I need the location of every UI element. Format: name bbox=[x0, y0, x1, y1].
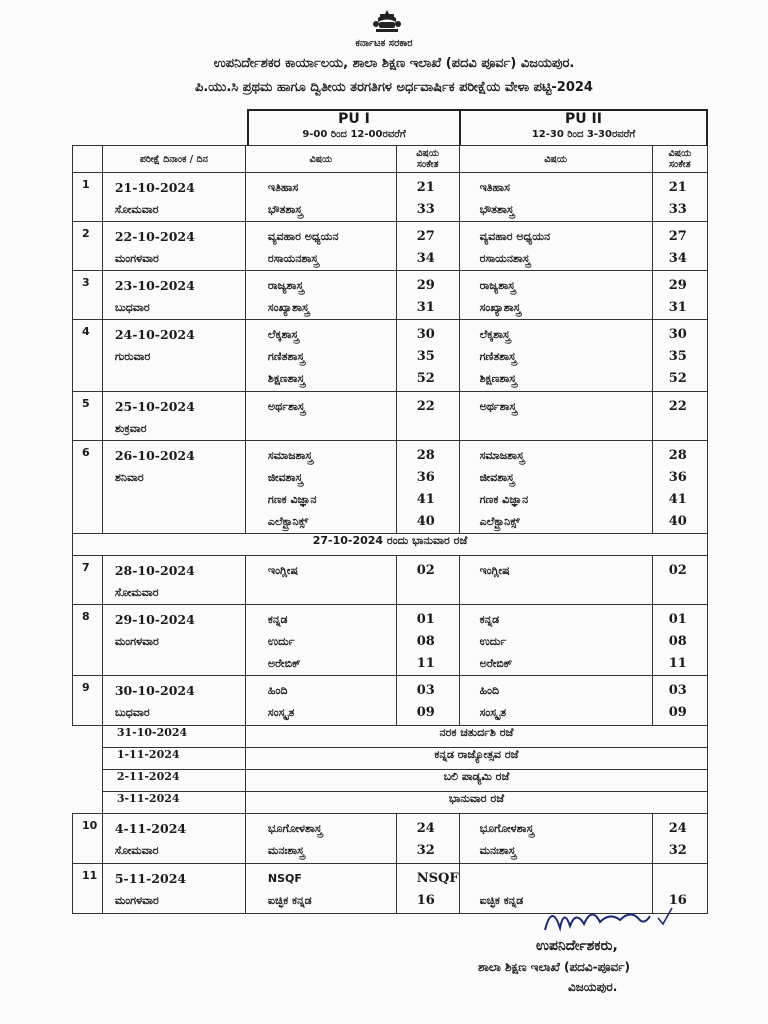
pu1-subject: ಹಿಂದಿ bbox=[267, 684, 288, 697]
signatory-department: ಶಾಲಾ ಶಿಕ್ಷಣ ಇಲಾಖೆ (ಪದವಿ-ಪೂರ್ವ) bbox=[478, 960, 630, 974]
col-pu1-code bbox=[396, 146, 459, 173]
pu2-subject: ಭೌತಶಾಸ್ತ್ರ bbox=[479, 203, 515, 216]
row-number: 2 bbox=[73, 222, 103, 271]
holiday-date: 3-11-2024 bbox=[102, 792, 245, 814]
pu2-subject bbox=[480, 868, 652, 890]
pu2-subject-cell bbox=[459, 173, 652, 222]
pu1-code: 01 bbox=[416, 612, 435, 627]
pu1-subject: ಗಣಕ ವಿಜ್ಞಾನ bbox=[267, 493, 317, 506]
holiday-blank-cell bbox=[73, 770, 103, 792]
pu2-code-cell bbox=[652, 814, 707, 864]
holiday-text: 27-10-2024 ರಂದು ಭಾನುವಾರ ರಜೆ bbox=[73, 534, 708, 556]
exam-day: ಮಂಗಳವಾರ bbox=[114, 635, 159, 648]
exam-date-cell bbox=[102, 271, 245, 320]
pu2-code: 08 bbox=[668, 634, 687, 649]
pu1-subject: ಶಿಕ್ಷಣಶಾಸ್ತ್ರ bbox=[267, 372, 305, 385]
pu1-code: NSQF bbox=[416, 871, 459, 886]
exam-day: ಬುಧವಾರ bbox=[114, 301, 150, 314]
pu1-subject: ಅರೇಬಿಕ್ bbox=[267, 657, 301, 670]
pu1-subject-cell bbox=[245, 271, 396, 320]
exam-row bbox=[73, 392, 708, 441]
exam-row bbox=[73, 271, 708, 320]
exam-date-cell bbox=[102, 676, 245, 726]
office-name: ಉಪನಿರ್ದೇಶಕರ ಕಾರ್ಯಾಲಯ, ಶಾಲಾ ಶಿಕ್ಷಣ ಇಲಾಖೆ (ಪದವಿ ಪೂರ್ವ) ವಿಜಯಪುರ. bbox=[213, 56, 575, 71]
exam-day: ಶನಿವಾರ bbox=[114, 471, 144, 484]
pu1-code: 36 bbox=[416, 470, 435, 485]
pu2-subject: ಎಲೆಕ್ಟ್ರಾನಿಕ್ಸ್ bbox=[479, 515, 520, 528]
pu1-subject-cell bbox=[245, 605, 396, 676]
exam-date: 30-10-2024 bbox=[114, 683, 195, 698]
pu1-subject: ಭೌತಶಾಸ್ತ್ರ bbox=[267, 203, 303, 216]
holiday-row bbox=[73, 726, 708, 748]
pu2-code-cell bbox=[652, 392, 707, 441]
exam-date: 23-10-2024 bbox=[114, 278, 195, 293]
pu1-code: 32 bbox=[416, 843, 435, 858]
exam-date: 25-10-2024 bbox=[114, 399, 195, 414]
col-pu1-subject: ವಿಷಯ bbox=[245, 146, 396, 173]
holiday-name: ನರಕ ಚತುರ್ದಶಿ ರಜೆ bbox=[245, 726, 707, 748]
pu1-subject: NSQF bbox=[267, 872, 302, 885]
pu1-code-cell bbox=[396, 173, 459, 222]
pu1-subject-cell bbox=[245, 320, 396, 392]
pu2-code: 24 bbox=[668, 821, 687, 836]
signatory-title: ಉಪನಿರ್ದೇಶಕರು, bbox=[536, 938, 618, 954]
pu2-code: 32 bbox=[668, 843, 687, 858]
holiday-date: 31-10-2024 bbox=[102, 726, 245, 748]
pu1-subject: ಕನ್ನಡ bbox=[267, 613, 288, 626]
pu1-subject-cell bbox=[245, 392, 396, 441]
pu1-code: 22 bbox=[416, 399, 435, 414]
pu2-code: 40 bbox=[668, 514, 687, 529]
exam-date-cell bbox=[102, 814, 245, 864]
pu2-subject: ಲೆಕ್ಕಶಾಸ್ತ್ರ bbox=[479, 328, 511, 341]
exam-day: ಮಂಗಳವಾರ bbox=[114, 894, 159, 907]
pu1-code-cell bbox=[396, 320, 459, 392]
pu2-code: 33 bbox=[668, 202, 687, 217]
government-emblem-icon bbox=[370, 8, 404, 36]
pu2-subject-cell bbox=[459, 271, 652, 320]
pu1-code: 52 bbox=[416, 371, 435, 386]
exam-row bbox=[73, 814, 708, 864]
pu1-code: 34 bbox=[416, 251, 435, 266]
pu1-subject-cell bbox=[245, 814, 396, 864]
pu2-code-cell bbox=[652, 605, 707, 676]
exam-date: 28-10-2024 bbox=[114, 563, 195, 578]
pu2-code: 02 bbox=[668, 563, 687, 578]
pu1-subject: ಸಮಾಜಶಾಸ್ತ್ರ bbox=[267, 449, 313, 462]
pu2-subject: ಉರ್ದು bbox=[479, 635, 507, 648]
pu2-code-cell bbox=[652, 556, 707, 605]
exam-date-cell bbox=[102, 392, 245, 441]
col-date: ಪರೀಕ್ಷೆ ದಿನಾಂಕ / ದಿನ bbox=[102, 146, 245, 173]
pu1-header bbox=[247, 109, 461, 145]
pu1-subject-cell bbox=[245, 173, 396, 222]
pu2-code: 41 bbox=[668, 492, 687, 507]
pu1-code: 27 bbox=[416, 229, 435, 244]
pu2-code: 36 bbox=[668, 470, 687, 485]
pu2-code: 22 bbox=[668, 399, 687, 414]
pu1-code-cell bbox=[396, 441, 459, 534]
exam-date-cell bbox=[102, 605, 245, 676]
pu2-code-cell bbox=[652, 271, 707, 320]
pu2-subject: ಗಣಕ ವಿಜ್ಞಾನ bbox=[479, 493, 529, 506]
row-number: 8 bbox=[73, 605, 103, 676]
pu1-code: 28 bbox=[416, 448, 435, 463]
pu2-code: 52 bbox=[668, 371, 687, 386]
pu2-subject-cell bbox=[459, 605, 652, 676]
exam-row bbox=[73, 320, 708, 392]
government-label: ಕರ್ನಾಟಕ ಸರಕಾರ bbox=[355, 38, 413, 49]
code-label-2: ಸಂಕೇತ bbox=[416, 159, 439, 170]
row-number: 9 bbox=[73, 676, 103, 726]
code-label-1: ವಿಷಯ bbox=[668, 148, 692, 159]
pu1-subject: ಇತಿಹಾಸ bbox=[267, 181, 299, 194]
signature-icon bbox=[540, 898, 690, 938]
pu1-code-cell bbox=[396, 556, 459, 605]
pu1-subject: ಇಂಗ್ಲೀಷ bbox=[267, 564, 298, 577]
exam-day: ಮಂಗಳವಾರ bbox=[114, 252, 159, 265]
pu1-subject: ಐಚ್ಛಿಕ ಕನ್ನಡ bbox=[267, 894, 312, 907]
pu2-subject: ಇಂಗ್ಲೀಷ bbox=[479, 564, 510, 577]
exam-row bbox=[73, 222, 708, 271]
pu2-subject-cell bbox=[459, 556, 652, 605]
pu1-code: 08 bbox=[416, 634, 435, 649]
exam-day: ಬುಧವಾರ bbox=[114, 706, 150, 719]
pu2-code: 34 bbox=[668, 251, 687, 266]
row-number: 3 bbox=[73, 271, 103, 320]
row-number: 4 bbox=[73, 320, 103, 392]
pu2-code-cell bbox=[652, 441, 707, 534]
pu1-code: 24 bbox=[416, 821, 435, 836]
pu2-subject: ಗಣಿತಶಾಸ್ತ್ರ bbox=[479, 350, 517, 363]
pu1-subject: ಲೆಕ್ಕಶಾಸ್ತ್ರ bbox=[267, 328, 299, 341]
pu1-subject: ಜೀವಶಾಸ್ತ್ರ bbox=[267, 471, 303, 484]
pu1-subject: ಸಂಸ್ಕೃತ bbox=[267, 706, 295, 719]
pu2-code: 30 bbox=[668, 327, 687, 342]
pu2-code-cell bbox=[652, 222, 707, 271]
pu1-subject-cell bbox=[245, 556, 396, 605]
exam-date-cell bbox=[102, 320, 245, 392]
pu1-subject: ಗಣಿತಶಾಸ್ತ್ರ bbox=[267, 350, 305, 363]
pu1-code: 31 bbox=[416, 300, 435, 315]
pu2-code: 27 bbox=[668, 229, 687, 244]
pu2-subject-cell bbox=[459, 676, 652, 726]
holiday-name: ಕನ್ನಡ ರಾಜ್ಯೋತ್ಸವ ರಜೆ bbox=[245, 748, 707, 770]
pu2-code bbox=[669, 868, 707, 890]
exam-date: 24-10-2024 bbox=[114, 327, 195, 342]
exam-date: 21-10-2024 bbox=[114, 180, 195, 195]
col-number bbox=[73, 146, 103, 173]
pu1-code-cell bbox=[396, 222, 459, 271]
pu2-subject: ಅರ್ಥಶಾಸ್ತ್ರ bbox=[479, 400, 517, 413]
pu1-code: 21 bbox=[416, 180, 435, 195]
signatory-place: ವಿಜಯಪುರ. bbox=[568, 980, 618, 994]
pu2-code: 28 bbox=[668, 448, 687, 463]
exam-day: ಸೋಮವಾರ bbox=[114, 844, 159, 857]
pu2-subject: ಐಚ್ಛಿಕ ಕನ್ನಡ bbox=[479, 894, 524, 907]
pu1-subject: ರಸಾಯನಶಾಸ್ತ್ರ bbox=[267, 252, 319, 265]
exam-date-cell bbox=[102, 441, 245, 534]
pu1-code: 02 bbox=[416, 563, 435, 578]
exam-row bbox=[73, 605, 708, 676]
pu2-code-cell bbox=[652, 173, 707, 222]
pu2-subject: ವ್ಯವಹಾರ ಅಧ್ಯಯನ bbox=[479, 230, 551, 243]
pu2-code: 03 bbox=[668, 683, 687, 698]
exam-row bbox=[73, 676, 708, 726]
exam-row bbox=[73, 441, 708, 534]
pu1-code-cell bbox=[396, 392, 459, 441]
pu1-subject: ರಾಜ್ಯಶಾಸ್ತ್ರ bbox=[267, 279, 304, 292]
pu2-code-cell bbox=[652, 676, 707, 726]
holiday-row bbox=[73, 748, 708, 770]
pu2-subject: ಸಂಸ್ಕೃತ bbox=[479, 706, 507, 719]
pu2-time: 12-30 ರಿಂದ 3-30ರವರೆಗೆ bbox=[531, 129, 636, 140]
pu1-code: 33 bbox=[416, 202, 435, 217]
pu2-code: 01 bbox=[668, 612, 687, 627]
exam-timetable bbox=[72, 145, 708, 914]
page-title: ಪಿ.ಯು.ಸಿ ಪ್ರಥಮ ಹಾಗೂ ದ್ವಿತೀಯ ತರಗತಿಗಳ ಅರ್ಧವಾರ್ಷಿಕ ಪರೀಕ್ಷೆಯ ವೇಳಾ ಪಟ್ಟಿ-2024 bbox=[195, 80, 593, 95]
pu2-subject: ರಸಾಯನಶಾಸ್ತ್ರ bbox=[479, 252, 531, 265]
row-number: 10 bbox=[73, 814, 103, 864]
pu1-code: 30 bbox=[416, 327, 435, 342]
pu2-code: 35 bbox=[668, 349, 687, 364]
row-number: 5 bbox=[73, 392, 103, 441]
pu1-code: 41 bbox=[416, 492, 435, 507]
holiday-date: 2-11-2024 bbox=[102, 770, 245, 792]
pu1-label: PU I bbox=[338, 111, 370, 127]
exam-date-cell bbox=[102, 864, 245, 914]
pu1-subject: ಭೂಗೋಳಶಾಸ್ತ್ರ bbox=[267, 822, 323, 835]
pu2-subject-cell bbox=[459, 320, 652, 392]
pu1-subject-cell bbox=[245, 441, 396, 534]
holiday-row bbox=[73, 770, 708, 792]
pu2-subject: ಸಮಾಜಶಾಸ್ತ್ರ bbox=[479, 449, 525, 462]
pu1-code: 35 bbox=[416, 349, 435, 364]
exam-date-cell bbox=[102, 173, 245, 222]
pu1-subject: ವ್ಯವಹಾರ ಅಧ್ಯಯನ bbox=[267, 230, 339, 243]
pu1-subject: ಮನಃಶಾಸ್ತ್ರ bbox=[267, 844, 305, 857]
exam-row bbox=[73, 556, 708, 605]
pu2-code: 21 bbox=[668, 180, 687, 195]
holiday-blank-cell bbox=[73, 748, 103, 770]
exam-day: ಶುಕ್ರವಾರ bbox=[114, 422, 147, 435]
pu1-subject: ಉರ್ದು bbox=[267, 635, 295, 648]
holiday-row bbox=[73, 792, 708, 814]
pu1-code: 09 bbox=[416, 705, 435, 720]
row-number: 6 bbox=[73, 441, 103, 534]
pu2-subject: ಜೀವಶಾಸ್ತ್ರ bbox=[479, 471, 515, 484]
pu2-subject-cell bbox=[459, 441, 652, 534]
pu2-subject: ಭೂಗೋಳಶಾಸ್ತ್ರ bbox=[479, 822, 534, 835]
pu1-subject: ಅರ್ಥಶಾಸ್ತ್ರ bbox=[267, 400, 305, 413]
exam-day: ಸೋಮವಾರ bbox=[114, 586, 159, 599]
pu2-code: 16 bbox=[668, 893, 687, 908]
row-number: 7 bbox=[73, 556, 103, 605]
pu2-subject: ಶಿಕ್ಷಣಶಾಸ್ತ್ರ bbox=[479, 372, 517, 385]
pu1-time: 9-00 ರಿಂದ 12-00ರವರೆಗೆ bbox=[302, 129, 406, 140]
pu2-header bbox=[461, 109, 708, 145]
pu2-code: 09 bbox=[668, 705, 687, 720]
pu2-subject: ಕನ್ನಡ bbox=[479, 613, 500, 626]
pu1-subject-cell bbox=[245, 676, 396, 726]
pu2-subject: ಇತಿಹಾಸ bbox=[479, 181, 510, 194]
exam-date: 26-10-2024 bbox=[114, 448, 195, 463]
code-label-1: ವಿಷಯ bbox=[416, 148, 440, 159]
holiday-row bbox=[73, 534, 708, 556]
pu1-subject-cell bbox=[245, 864, 396, 914]
pu1-subject: ಎಲೆಕ್ಟ್ರಾನಿಕ್ಸ್ bbox=[267, 515, 309, 528]
col-pu2-code bbox=[652, 146, 707, 173]
pu1-subject-cell bbox=[245, 222, 396, 271]
pu2-subject: ಅರೇಬಿಕ್ bbox=[479, 657, 513, 670]
exam-date-cell bbox=[102, 556, 245, 605]
pu2-code: 31 bbox=[668, 300, 687, 315]
exam-date: 29-10-2024 bbox=[114, 612, 195, 627]
pu2-subject-cell bbox=[459, 392, 652, 441]
exam-date: 5-11-2024 bbox=[114, 871, 187, 886]
holiday-name: ಭಾನುವಾರ ರಜೆ bbox=[245, 792, 707, 814]
pu2-code: 11 bbox=[668, 656, 687, 671]
pu1-code-cell bbox=[396, 814, 459, 864]
pu1-subject: ಸಂಖ್ಯಾಶಾಸ್ತ್ರ bbox=[267, 301, 310, 314]
pu2-subject-cell bbox=[459, 814, 652, 864]
pu1-code: 16 bbox=[416, 893, 435, 908]
holiday-blank-cell bbox=[73, 792, 103, 814]
col-pu2-subject: ವಿಷಯ bbox=[459, 146, 652, 173]
pu2-subject: ಮನಃಶಾಸ್ತ್ರ bbox=[479, 844, 516, 857]
exam-date: 4-11-2024 bbox=[114, 821, 187, 836]
exam-row bbox=[73, 173, 708, 222]
pu1-code-cell bbox=[396, 864, 459, 914]
pu1-code-cell bbox=[396, 605, 459, 676]
row-number: 11 bbox=[73, 864, 103, 914]
holiday-date: 1-11-2024 bbox=[102, 748, 245, 770]
pu2-subject: ರಾಜ್ಯಶಾಸ್ತ್ರ bbox=[479, 279, 516, 292]
pu2-code-cell bbox=[652, 320, 707, 392]
pu1-code: 40 bbox=[416, 514, 435, 529]
exam-date: 22-10-2024 bbox=[114, 229, 195, 244]
pu2-label: PU II bbox=[565, 111, 602, 127]
table-header-row bbox=[73, 146, 708, 173]
row-number: 1 bbox=[73, 173, 103, 222]
pu1-code-cell bbox=[396, 271, 459, 320]
code-label-2: ಸಂಕೇತ bbox=[669, 159, 691, 170]
pu2-subject-cell bbox=[459, 222, 652, 271]
exam-day: ಗುರುವಾರ bbox=[114, 350, 151, 363]
pu1-code: 11 bbox=[416, 656, 435, 671]
pu1-code: 03 bbox=[416, 683, 435, 698]
holiday-blank-cell bbox=[73, 726, 103, 748]
pu1-code: 29 bbox=[416, 278, 435, 293]
exam-date-cell bbox=[102, 222, 245, 271]
pu1-code-cell bbox=[396, 676, 459, 726]
exam-day: ಸೋಮವಾರ bbox=[114, 203, 159, 216]
pu2-code: 29 bbox=[668, 278, 687, 293]
pu2-subject: ಸಂಖ್ಯಾಶಾಸ್ತ್ರ bbox=[479, 301, 521, 314]
pu2-subject: ಹಿಂದಿ bbox=[479, 684, 500, 697]
holiday-name: ಬಲಿ ಪಾಡ್ಯಮಿ ರಜೆ bbox=[245, 770, 707, 792]
